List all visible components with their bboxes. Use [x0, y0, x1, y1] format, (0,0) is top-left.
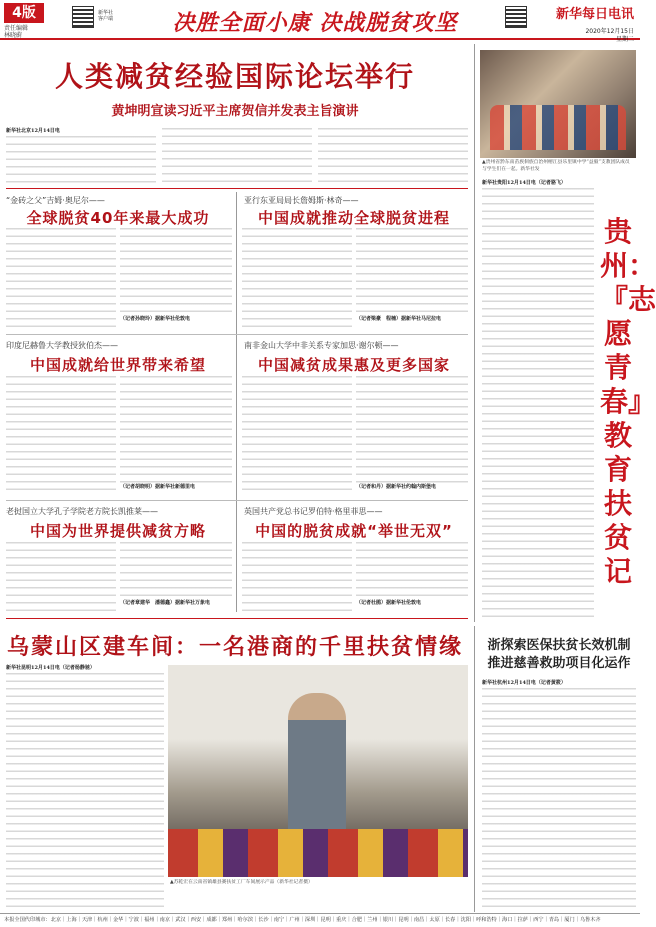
side-headline: 浙探索医保扶贫长效机制 推进慈善救助项目化运作 — [487, 638, 631, 671]
story-credit: （记者梁豪 程楠）据新华社马尼拉电 — [356, 316, 442, 322]
story-body — [6, 376, 116, 496]
divider — [6, 334, 468, 335]
story-body — [242, 376, 352, 496]
masthead-logo-icon — [505, 6, 527, 28]
story-body — [356, 542, 468, 612]
feature-body — [482, 180, 594, 620]
story-headline: 中国成就给世界带来希望 — [29, 356, 206, 374]
lead-body-col2 — [162, 128, 312, 183]
editor-credit: 责任编辑 林晓蔚 — [4, 25, 29, 39]
story-credit: （记者和丹）据新华社约翰内斯堡电 — [356, 484, 437, 490]
story-kicker: 亚行东亚局局长詹姆斯·林奇—— — [244, 196, 359, 205]
feature-byline: 新华社贵阳12月14日电（记者骆飞） — [482, 180, 566, 186]
story-kicker: 印度尼赫鲁大学教授狄伯杰—— — [6, 341, 118, 350]
issue-date: 2020年12月15日 星期二 — [585, 28, 634, 43]
story-credit: （记者杜鹃）据新华社伦敦电 — [356, 600, 422, 606]
story-credit: （记者孙晓玲）据新华社伦敦电 — [120, 316, 191, 322]
story-kicker: “金砖之父”吉姆·奥尼尔—— — [6, 196, 105, 205]
story-body — [242, 542, 352, 612]
divider — [6, 618, 468, 619]
lead-body-col1: 新华社北京12月14日电 — [6, 128, 156, 183]
story-headline: 中国成就推动全球脱贫进程 — [257, 209, 450, 227]
feature-photo-caption: ▲贵州省黔东南苗族侗族自治州榕江县乐里镇中学“益毅”支教团队成员与学生们在一起。新华社发 — [482, 160, 630, 172]
story-body — [120, 542, 232, 612]
lead-body-col3 — [318, 128, 468, 183]
bottom-headline: 乌蒙山区建车间：一名港商的千里扶贫情缘 — [6, 635, 463, 660]
print-cities-footer: 本报全国代印城市：北京｜上海｜天津｜杭州｜金华｜宁波｜福州｜南京｜武汉｜西安｜成都｜郑州｜哈尔滨｜长沙｜南宁｜广州｜深圳｜昆明｜重庆｜合肥｜兰州｜银川｜昆明｜南昌｜太原｜长春｜沈阳｜呼和浩特｜海口｜拉萨｜西宁｜青岛｜厦门｜乌鲁木齐 — [0, 913, 640, 927]
feature-vertical-title: 贵州：『志愿青春』教育扶贫记 — [600, 215, 656, 588]
divider — [6, 188, 468, 189]
story-headline: 中国减贫成果惠及更多国家 — [257, 356, 450, 374]
column-divider — [236, 192, 237, 612]
story-kicker: 老挝国立大学孔子学院老方院长凯推莱—— — [6, 507, 158, 516]
story-kicker: 南非金山大学中非关系专家加思·谢尔顿—— — [244, 341, 399, 350]
feature-photo — [480, 50, 636, 158]
bottom-photo-caption: ▲苏乾宏在云南省镇雄县赛扶贫工厂车间展示产品（新华社记者摄） — [170, 880, 313, 885]
page-number: 4版 — [4, 3, 44, 23]
sidebar-divider — [474, 626, 475, 912]
story-body — [356, 376, 468, 496]
lead-subheadline: 黄坤明宣读习近平主席贺信并发表主旨演讲 — [111, 104, 359, 119]
story-credit: （记者章建华 潘德鑫）据新华社万象电 — [120, 600, 211, 606]
story-headline: 中国为世界提供减贫方略 — [29, 522, 206, 540]
story-kicker: 英国共产党总书记罗伯特·格里菲思—— — [244, 507, 383, 516]
sidebar-divider — [474, 44, 475, 622]
story-body — [6, 542, 116, 612]
story-body — [6, 228, 116, 328]
lead-headline: 人类减贫经验国际论坛举行 — [54, 60, 415, 93]
campaign-slogan: 决胜全面小康 决战脱贫攻坚 — [172, 10, 458, 36]
bottom-byline: 新华社昆明12月14日电（记者杨静驰） — [6, 665, 95, 671]
bottom-photo — [168, 665, 468, 877]
story-body — [356, 228, 468, 328]
bottom-body-col1 — [6, 665, 164, 910]
story-credit: （记者胡晓明）据新华社新德里电 — [120, 484, 196, 490]
story-headline: 全球脱贫40年来最大成功 — [26, 209, 210, 227]
qr-label-left: 新华社 客户端 — [98, 10, 114, 22]
story-body — [120, 228, 232, 328]
page-header — [0, 0, 640, 43]
masthead: 新华每日电讯 2020年12月15日 星期二 — [555, 7, 634, 43]
story-body — [120, 376, 232, 496]
qr-code-icon — [72, 6, 94, 28]
side-byline: 新华社杭州12月14日电（记者黄筱） — [482, 680, 566, 686]
side-body — [482, 680, 636, 910]
divider — [6, 500, 468, 501]
story-body — [242, 228, 352, 328]
story-headline: 中国的脱贫成就“举世无双” — [255, 522, 453, 540]
